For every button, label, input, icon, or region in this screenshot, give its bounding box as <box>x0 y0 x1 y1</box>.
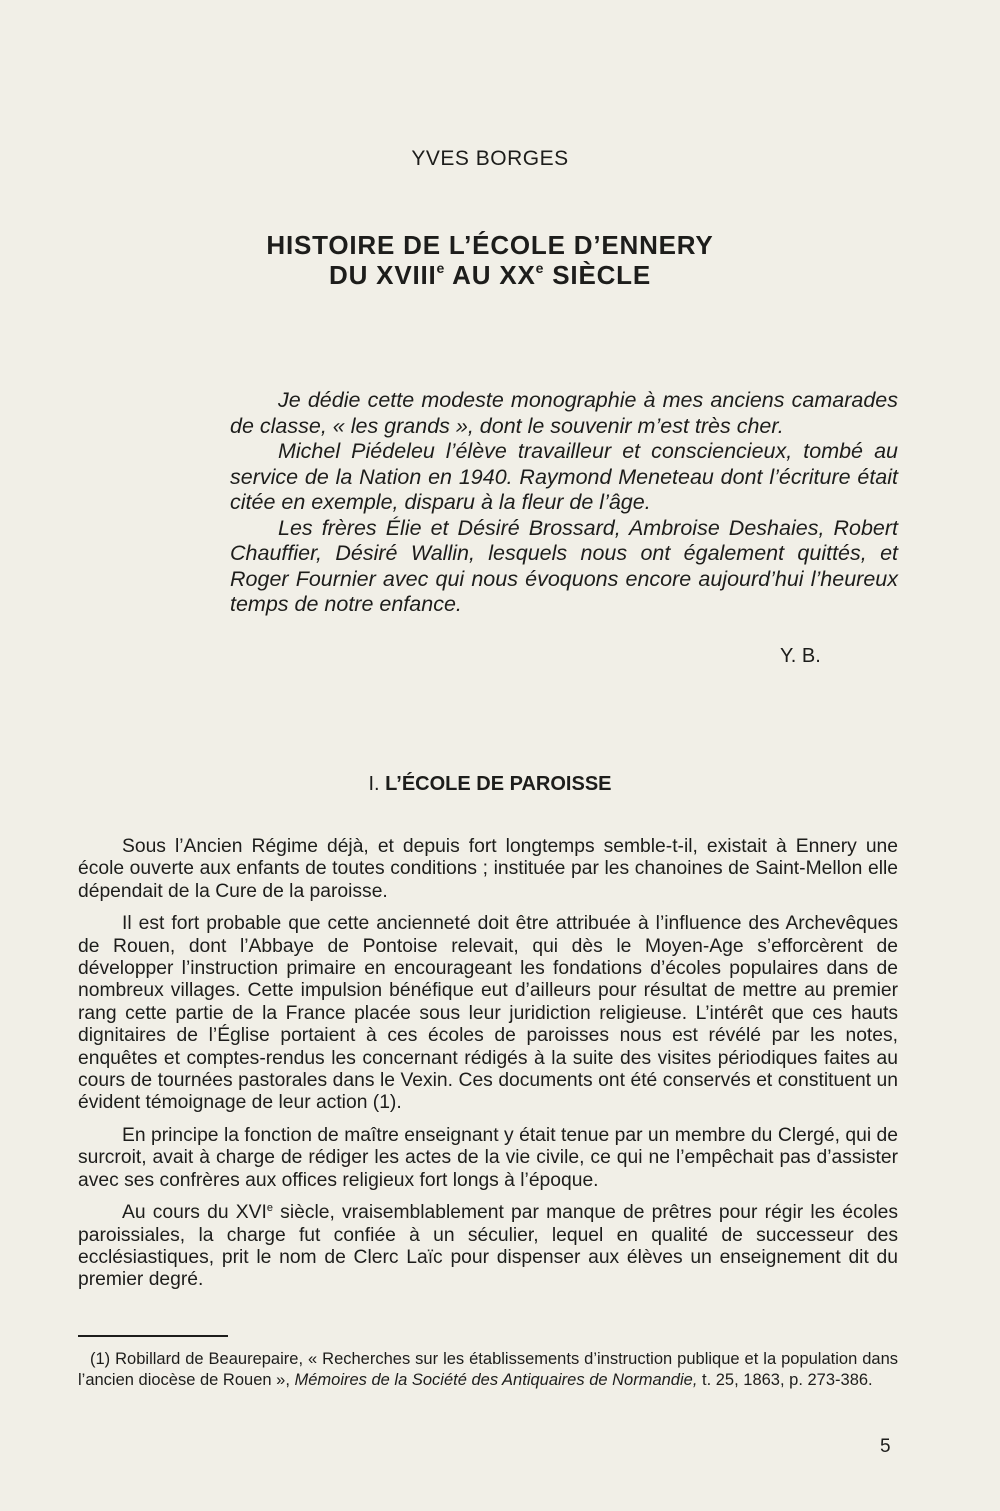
footnote-journal-title: Mémoires de la Société des Antiquaires de Normandie, <box>294 1370 698 1389</box>
dedication-paragraph: Michel Piédeleu l’élève travailleur et consciencieux, tombé au service de la Nation en 1940. Raymond Meneteau dont l’écriture était citée en exemple, disparu à la fleur de l’âge. <box>230 439 898 514</box>
title-line-2-part-c: SIÈCLE <box>544 260 651 290</box>
body-paragraph: Il est fort probable que cette ancienneté doit être attribuée à l’influence des Archevêques de Rouen, dont l’Abbaye de Pontoise relevait, qui dès le Moyen-Age s’efforcèrent de développer l’instruction primaire en encourageant les fondations d’écoles populaires dans de nombreux villages. Cette impulsion bénéfique eut d’ailleurs pour résultat de mettre au premier rang cette partie de la France placée sous leur juridiction religieuse. L’intérêt que ces hauts dignitaires de l’Église portaient à ces écoles de paroisses nous est révélé par les notes, enquêtes et comptes-rendus les concernant rédigés à la suite des visites périodiques faites au cours de tournées pastorales dans le Vexin. Ces documents ont été conservés et constituent un évident témoignage de leur action (1). <box>78 913 898 1114</box>
dedication <box>230 388 898 618</box>
body-paragraph <box>78 1202 898 1292</box>
footnote-divider <box>78 1335 228 1337</box>
page-number: 5 <box>880 1436 891 1457</box>
title-line-1: HISTOIRE DE L’ÉCOLE D’ENNERY <box>266 230 714 260</box>
author-name: YVES BORGES <box>411 147 569 170</box>
title-line-2-part-a: DU XVIII <box>329 260 437 290</box>
title-line-2 <box>0 260 980 290</box>
body-superscript: e <box>266 1202 273 1215</box>
body-paragraph: Sous l’Ancien Régime déjà, et depuis fort longtemps semble-t-il, existait à Ennery une école ouverte aux enfants de toutes conditions ; instituée par les chanoines de Saint-Mellon elle dépendait de la Cure de la paroisse. <box>78 836 898 902</box>
footnote-text-a: (1) Robillard de Beaurepaire, « Recherches sur les établissements d’instruction publique et la population dans l’ancien diocèse de Rouen », <box>78 1350 898 1389</box>
body-paragraph-part-a: Au cours du XVI <box>122 1202 267 1224</box>
body-paragraph-part-b: siècle, vraisemblablement par manque de prêtres pour régir les écoles paroissiales, la charge fut confiée à un séculier, lequel en qualité de successeur des ecclésiastiques, prit le nom de Clerc Laïc pour dispenser aux élèves un enseignement dit du premier degré. <box>78 1202 898 1291</box>
dedication-signature: Y. B. <box>780 645 821 667</box>
section-number: I. <box>368 773 380 795</box>
section-heading <box>0 773 980 796</box>
article-title <box>0 230 980 290</box>
footnote <box>78 1349 898 1390</box>
dedication-paragraph: Je dédie cette modeste monographie à mes anciens camarades de classe, « les grands », dont le souvenir m’est très cher. <box>230 388 898 438</box>
title-line-2-part-b: AU XX <box>445 260 536 290</box>
title-superscript-2: e <box>535 260 545 276</box>
footnote-text-b: t. 25, 1863, p. 273-386. <box>697 1370 873 1389</box>
section-title: L’ÉCOLE DE PAROISSE <box>385 773 612 795</box>
body-paragraph: En principe la fonction de maître enseignant y était tenue par un membre du Clergé, qui de surcroit, avait à charge de rédiger les actes de la vie civile, ce qui ne l’empêchait pas d’assister avec ses confrères aux offices religieux fort longs à l’époque. <box>78 1124 898 1191</box>
title-superscript-1: e <box>436 260 446 276</box>
dedication-paragraph: Les frères Élie et Désiré Brossard, Ambroise Deshaies, Robert Chauffier, Désiré Wallin, lesquels nous ont également quittés, et Roger Fournier avec qui nous évoquons encore aujourd’hui l’heureux temps de notre enfance. <box>230 515 898 616</box>
body-text <box>78 836 898 1302</box>
